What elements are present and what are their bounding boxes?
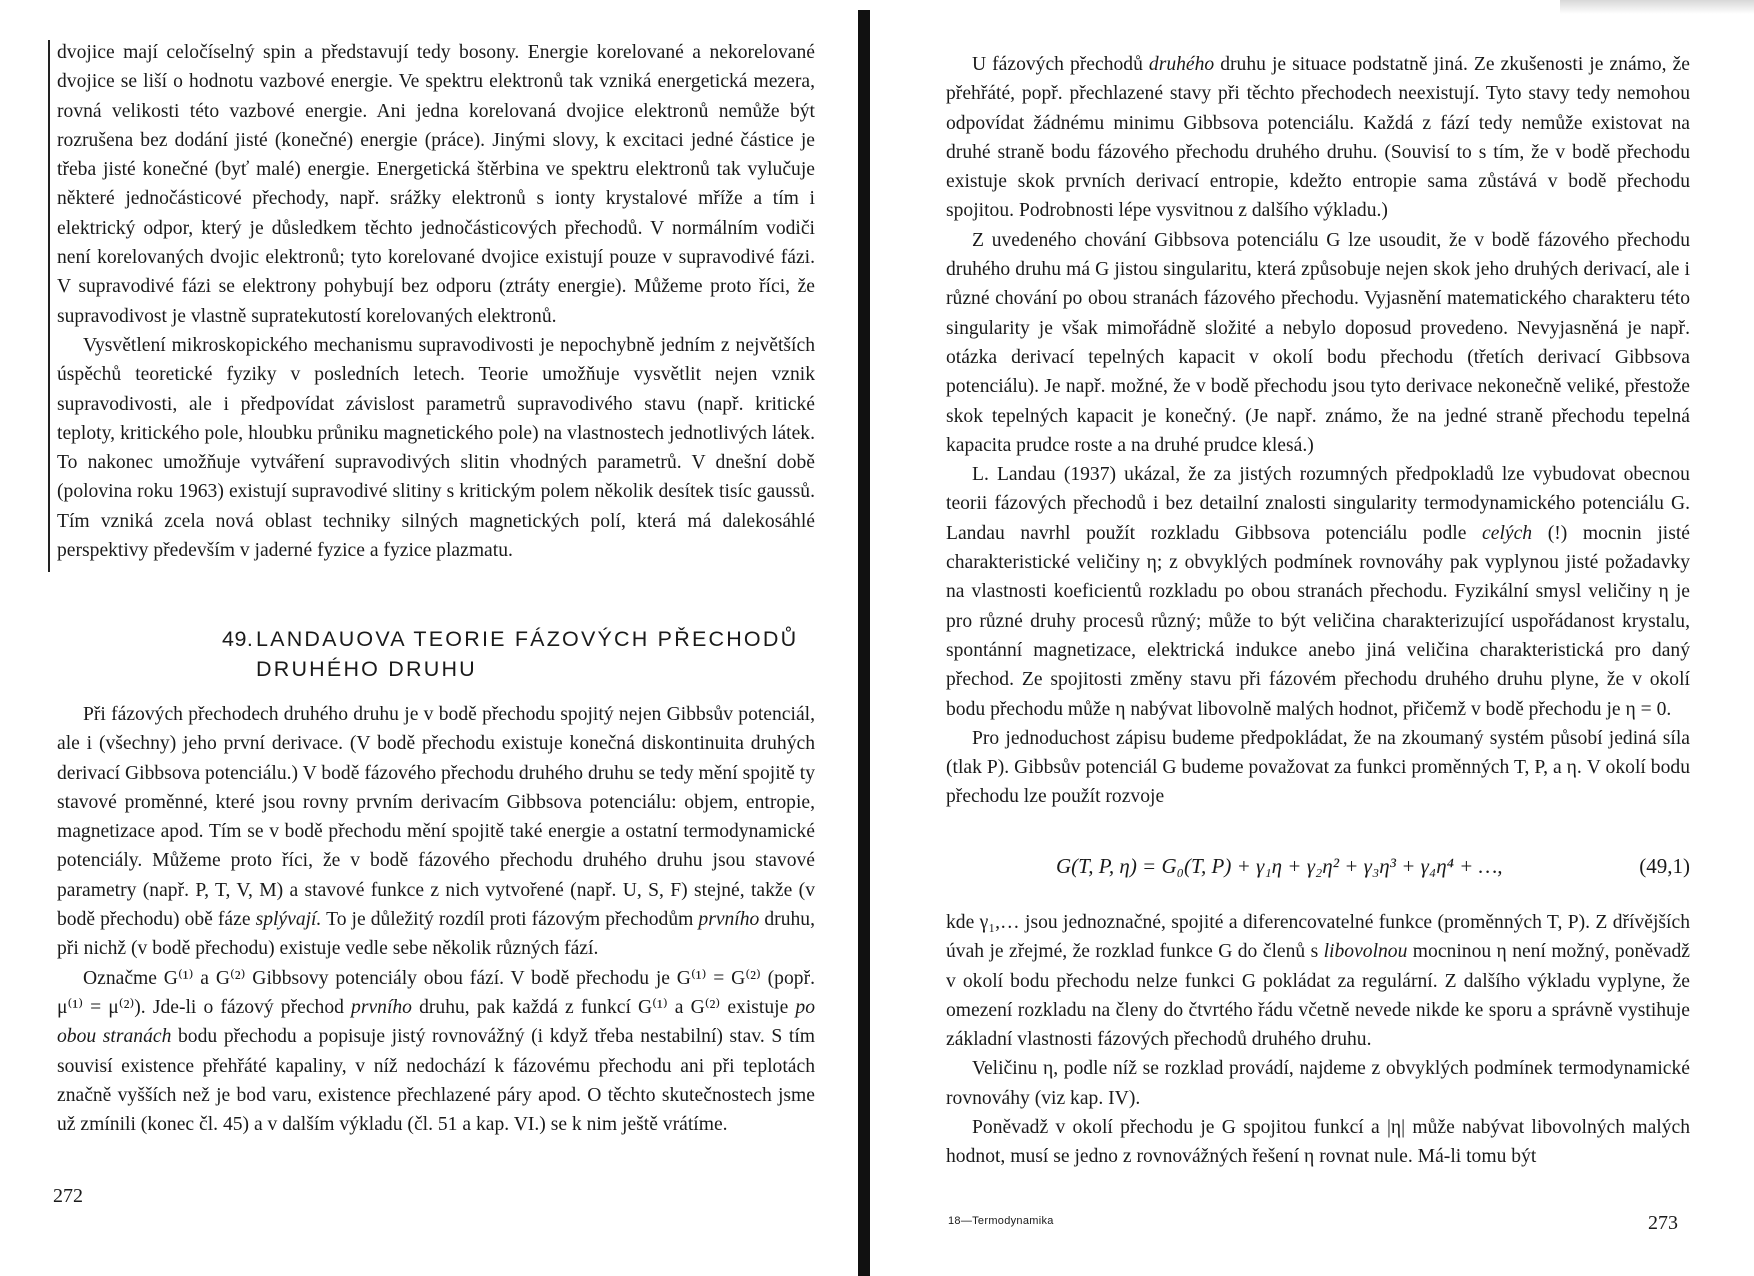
paragraph: Vysvětlení mikroskopického mechanismu supravodivosti je nepochybně jedním z největších úspěchů teoretické fyziky v posledních letech. Teorie umožňuje vysvětlit nejen vznik supravodivosti, ale i předpovídat závislost parametrů supravodivého stavu (např. kritické teploty, kritického pole, hloubku průniku magnetického pole) na vlastnostech jednotlivých látek. To nakonec umožňuje vytváření supravodivých slitin vhodných parametrů. V dnešní době (polovina roku 1963) existují supravodivé slitiny s kritickým polem několik desítek tisíc gaussů. Tím vzniká zcela nová oblast techniky silných magnetických polí, která má dalekosáhlé perspektivy především v jaderné fyzice a fyzice plazmatu.: [57, 334, 815, 562]
equation-body: G(T, P, η) = G₀(T, P) + γ₁η + γ₂η² + γ₃η³ + γ₄η⁴ + …,: [1056, 854, 1503, 878]
right-text-block-bottom: [946, 908, 1690, 1172]
author-name: L. Landau: [972, 464, 1056, 486]
printer-signature: 18—Termodynamika: [948, 1215, 1054, 1227]
page-edge-shadow: [1560, 0, 1754, 14]
paragraph: Veličinu η, podle níž se rozklad provádí, najdeme z obvyklých podmínek termodynamické rovnováhy (viz kap. IV).: [946, 1058, 1690, 1109]
paragraph: [946, 50, 1690, 226]
emphasis: prvního: [698, 909, 760, 931]
margin-change-bar: [48, 40, 50, 572]
paragraph: [946, 908, 1690, 1054]
paragraph: [57, 964, 815, 1140]
emphasis: prvního: [351, 996, 412, 1018]
paragraph: Z uvedeného chování Gibbsova potenciálu G lze usoudit, že v bodě fázového přechodu druhého druhu má G jistou singularitu, která způsobuje nejen skok jeho druhých derivací, ale i různé chování po obou stranách fázového přechodu. Vyjasnění matematického charakteru této singularity je však mimořádně složité a nebylo doposud provedeno. Nevyjasněná je např. otázka derivací tepelných kapacit v okolí bodu přechodu (třetích derivací Gibbsova potenciálu). Je např. možné, že v bodě přechodu jsou tyto derivace nekonečně veliké, přestože skok tepelných kapacit je konečný. (Je např. známo, že na jedné straně přechodu tepelná kapacita prudce roste a na druhé prudce klesá.): [946, 229, 1690, 456]
text-run: To je důležitý rozdíl proti fázovým přechodům: [321, 909, 699, 931]
left-text-block-bottom: [57, 700, 815, 1139]
text-run: Označme G⁽¹⁾ a G⁽²⁾ Gibbsovy potenciály obou fází. V bodě přechodu je G⁽¹⁾ = G⁽²⁾ (popř. μ⁽¹⁾ = μ⁽²⁾). Jde-li o fázový přechod: [57, 967, 815, 1018]
right-text-block-top: [946, 50, 1690, 812]
text-run: druhu je situace podstatně jiná. Ze zkušenosti je známo, že přehřáté, popř. přechlazené stavy při těchto přechodech neexistují. Tyto stavy tedy nemohou odpovídat žádnému minimu Gibbsova potenciálu. Každá z fází tedy nemůže existovat na druhé straně bodu fázového přechodu druhého druhu. (Souvisí to s tím, že v bodě přechodu existuje skok prvních derivací entropie, kdežto entropie sama zůstává v bodě přechodu spojitou. Podrobnosti lépe vysvitnou z dalšího výkladu.): [946, 54, 1690, 222]
paragraph: [946, 460, 1690, 724]
emphasis: libovolnou: [1323, 941, 1408, 963]
equation-number: (49,1): [1639, 854, 1690, 878]
page-number-left: 272: [53, 1185, 83, 1207]
book-gutter: [858, 10, 870, 1276]
text-run: U fázových přechodů: [972, 54, 1149, 75]
paragraph: [57, 700, 815, 964]
emphasis: celých: [1482, 522, 1533, 544]
text-run: bodu přechodu a popisuje jistý rovnovážný (i když třeba nestabilní) stav. S tím souvisí existence přehřáté kapaliny, v níž nedochází k fázovému přechodu ani při teplotách značně vyšších než je bod varu, existence přechlazené páry apod. O těchto skutečnostech jsme už zmínili (konec čl. 45) a v dalším výkladu (čl. 51 a kap. VI.) se k nim ještě vrátíme.: [57, 1026, 815, 1136]
text-run: (1937) ukázal, že za jistých rozumných předpokladů lze vybudovat obecnou teorii fázových přechodů i bez detailní znalosti singularity termodynamického potenciálu G. Landau navrhl použít rozkladu Gibbsova potenciálu podle: [946, 464, 1690, 544]
text-run: mocninou η není možný, poněvadž v okolí bodu přechodu nelze funkci G pokládat za regulární. Z dalšího výkladu vyplyne, že omezení rozkladu na členy do čtvrtého řádu včetně nevede nikde ke sporu a správně vystihuje základní vlastnosti fázových přechodů druhého druhu.: [946, 941, 1691, 1051]
left-text-block-top: [57, 38, 815, 565]
page-number-right: 273: [1648, 1212, 1678, 1234]
emphasis: po obou stranách: [57, 996, 815, 1048]
section-number: 49.: [222, 627, 254, 651]
text-run: kde γ₁,… jsou jednoznačné, spojité a diferencovatelné funkce (proměnných T, P). Z dřívějších úvah je zřejmé, že rozklad funkce G do členů s: [946, 912, 1690, 963]
text-run: druhu, pak každá z funkcí G⁽¹⁾ a G⁽²⁾ existuje: [411, 996, 796, 1018]
paragraph: dvojice mají celočíselný spin a představují tedy bosony. Energie korelované a nekorelované dvojice se liší o hodnotu vazbové energie. Ve spektru elektronů tak vzniká energetická mezera, rovná velikosti této vazbové energie. Ani jedna korelovaná dvojice elektronů nemůže být rozrušena bez dodání jisté (konečné) energie (práce). Jinými slovy, k excitaci jedné částice je třeba jisté konečné (byť malé) energie. Energetická štěrbina ve spektru elektronů tak vylučuje některé jednočásticové přechody, např. srážky elektronů s ionty krystalové mříže a tím i elektrický odpor, který je důsledkem těchto jednočásticových přechodů. V normálním vodiči není korelovaných dvojic elektronů; tyto korelované dvojice existují pouze v supravodivé fázi. V supravodivé fázi se elektrony pohybují bez odporu (ztráty energie). Můžeme proto říci, že supravodivost je vlastně supratekutostí korelovaných elektronů.: [57, 42, 815, 327]
paragraph: Poněvadž v okolí přechodu je G spojitou funkcí a |η| může nabývat libovolných malých hodnot, musí se jedno z rovnovážných řešení η rovnat nule. Má-li tomu být: [946, 1117, 1690, 1168]
section-title-line2: DRUHÉHO DRUHU: [256, 657, 477, 681]
text-run: druhu, při nichž (v bodě přechodu) existuje vedle sebe několik různých fází.: [57, 909, 815, 960]
text-run: Při fázových přechodech druhého druhu je v bodě přechodu spojitý nejen Gibbsův potenciál, ale i (všechny) jeho první derivace. (V bodě přechodu existuje konečná diskontinuita druhých derivací Gibbsova potenciálu.) V bodě fázového přechodu druhého druhu se tedy mění spojitě ty stavové proměnné, které jsou rovny prvním derivacím Gibbsova potenciálu: objem, entropie, magnetizace apod. Tím se v bodě přechodu mění spojitě také energie a ostatní termodynamické potenciály. Můžeme proto říci, že v bodě fázového přechodu druhého druhu jsou stavové parametry (např. P, T, V, M) a stavové funkce z nich vytvořené (např. U, S, F) stejné, takže (v bodě přechodu) obě fáze: [57, 704, 815, 931]
equation-49-1: [946, 848, 1690, 884]
emphasis: splývají.: [255, 909, 322, 931]
text-run: (!) mocnin jisté charakteristické veličiny η; z obvyklých podmínek rovnováhy pak vyplynou jisté požadavky na vlastnosti koeficientů rozkladu po obou stranách přechodu. Fyzikální smysl veličiny η je pro různé druhy procesů různý; může to být veličina charakterizující uspořádanost krystalu, spontánní magnetizace, elektrická indukce anebo jiná veličina charakteristická pro daný přechod. Ze spojitosti změny stavu při fázovém přechodu druhého druhu plyne, že v okolí bodu přechodu může η nabývat libovolně malých hodnot, přičemž v bodě přechodu je η = 0.: [946, 522, 1690, 720]
paragraph: Pro jednoduchost zápisu budeme předpokládat, že na zkoumaný systém působí jediná síla (tlak P). Gibbsův potenciál G budeme považovat za funkci proměnných T, P, a η. V okolí bodu přechodu lze použít rozvoje: [946, 727, 1690, 808]
section-heading: [222, 624, 822, 684]
section-title-line1: LANDAUOVA TEORIE FÁZOVÝCH PŘECHODŮ: [256, 627, 799, 651]
emphasis: druhého: [1148, 54, 1215, 75]
